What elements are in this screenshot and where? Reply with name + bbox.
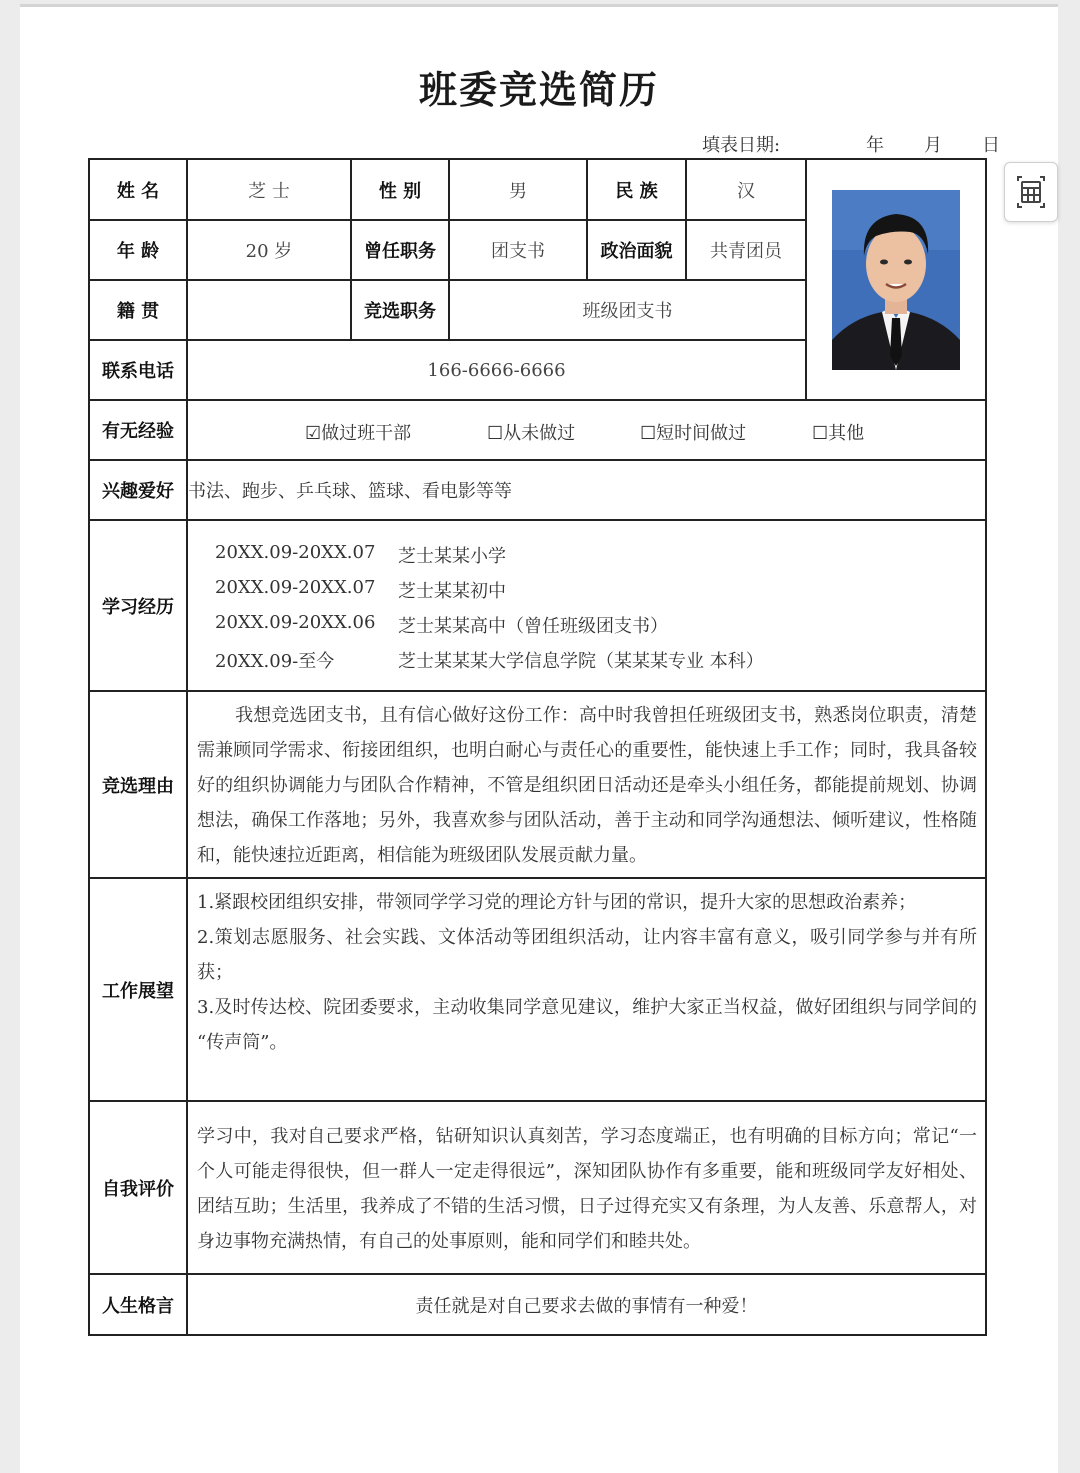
phone-value: 166-6666-6666 — [187, 340, 806, 400]
education-row — [188, 536, 985, 571]
running-position-label: 竞选职务 — [351, 280, 449, 340]
age-value: 20 岁 — [187, 220, 351, 280]
calculator-icon — [1005, 163, 1057, 221]
education-date: 20XX.09-至今 — [215, 650, 335, 672]
option-never[interactable]: ☐从未做过 — [487, 423, 576, 444]
fill-date — [680, 131, 1000, 157]
name-label: 姓 名 — [89, 159, 187, 220]
self-eval-label: 自我评价 — [89, 1101, 187, 1274]
hobby-value: 书法、跑步、乒乓球、篮球、看电影等等 — [187, 460, 986, 520]
education-school: 芝士某某小学 — [398, 545, 506, 567]
education-row — [188, 606, 985, 641]
education-school: 芝士某某高中（曾任班级团支书） — [398, 615, 668, 637]
phone-label: 联系电话 — [89, 340, 187, 400]
person-photo — [832, 190, 960, 370]
education-label: 学习经历 — [89, 520, 187, 691]
education-row — [188, 641, 985, 676]
date-day: 日 — [982, 135, 1000, 156]
date-year: 年 — [866, 135, 884, 156]
gender-label: 性 别 — [351, 159, 449, 220]
experience-options — [187, 400, 986, 460]
calculator-button[interactable] — [1004, 162, 1058, 222]
hobby-label: 兴趣爱好 — [89, 460, 187, 520]
experience-label: 有无经验 — [89, 400, 187, 460]
date-label: 填表日期: — [702, 135, 781, 156]
motto-label: 人生格言 — [89, 1274, 187, 1335]
gender-value: 男 — [449, 159, 587, 220]
reason-cell — [187, 691, 986, 878]
education-row — [188, 571, 985, 606]
education-school: 芝士某某某大学信息学院（某某某专业 本科） — [398, 650, 764, 672]
option-short-time[interactable]: ☐短时间做过 — [640, 423, 747, 444]
origin-label: 籍 贯 — [89, 280, 187, 340]
age-label: 年 龄 — [89, 220, 187, 280]
education-date: 20XX.09-20XX.07 — [215, 576, 376, 598]
political-value: 共青团员 — [686, 220, 806, 280]
education-date: 20XX.09-20XX.06 — [215, 611, 376, 633]
plan-item: 2.策划志愿服务、社会实践、文体活动等团组织活动，让内容丰富有意义，吸引同学参与并有所获； — [197, 927, 977, 983]
resume-table — [88, 158, 987, 1336]
plan-item: 3.及时传达校、院团委要求，主动收集同学意见建议，维护大家正当权益，做好团组织与同学间的 “传声筒”。 — [197, 997, 977, 1053]
education-date: 20XX.09-20XX.07 — [215, 541, 376, 563]
reason-label: 竞选理由 — [89, 691, 187, 878]
self-eval-text: 学习中，我对自己要求严格，钻研知识认真刻苦，学习态度端正，也有明确的目标方向；常记“一个人可能走得很快，但一群人一定走得很远”，深知团队协作有多重要，能和班级同学友好相处、团结互助；生活里，我养成了不错的生活习惯，日子过得充实又有条理，为人友善、乐意帮人，对身边事物充满热情，有自己的处事原则，能和同学们和睦共处。 — [197, 1125, 977, 1252]
motto-text: 责任就是对自己要求去做的事情有一种爱！ — [187, 1274, 986, 1335]
option-done-before[interactable]: ☑做过班干部 — [305, 423, 412, 444]
running-position-value: 班级团支书 — [449, 280, 806, 340]
name-value: 芝 士 — [187, 159, 351, 220]
former-position-value: 团支书 — [449, 220, 587, 280]
origin-value — [187, 280, 351, 340]
plan-item: 1.紧跟校团组织安排，带领同学学习党的理论方针与团的常识，提升大家的思想政治素养； — [197, 892, 917, 913]
ethnic-value: 汉 — [686, 159, 806, 220]
plan-label: 工作展望 — [89, 878, 187, 1101]
reason-text: 我想竞选团支书，且有信心做好这份工作：高中时我曾担任班级团支书，熟悉岗位职责，清楚需兼顾同学需求、衔接团组织，也明白耐心与责任心的重要性，能快速上手工作；同时，我具备较好的组织协调能力与团队合作精神，不管是组织团日活动还是牵头小组任务，都能提前规划、协调想法，确保工作落地；另外，我喜欢参与团队活动，善于主动和同学沟通想法、倾听建议，性格随和，能快速拉近距离，相信能为班级团队发展贡献力量。 — [197, 705, 977, 866]
political-label: 政治面貌 — [587, 220, 686, 280]
page-title: 班委竞选简历 — [418, 67, 659, 112]
option-other[interactable]: ☐其他 — [812, 423, 865, 444]
education-list — [187, 520, 986, 691]
education-school: 芝士某某初中 — [398, 580, 506, 602]
plan-cell — [187, 878, 986, 1101]
date-month: 月 — [924, 135, 942, 156]
self-eval-cell — [187, 1101, 986, 1274]
former-position-label: 曾任职务 — [351, 220, 449, 280]
ethnic-label: 民 族 — [587, 159, 686, 220]
photo-cell — [806, 159, 986, 400]
